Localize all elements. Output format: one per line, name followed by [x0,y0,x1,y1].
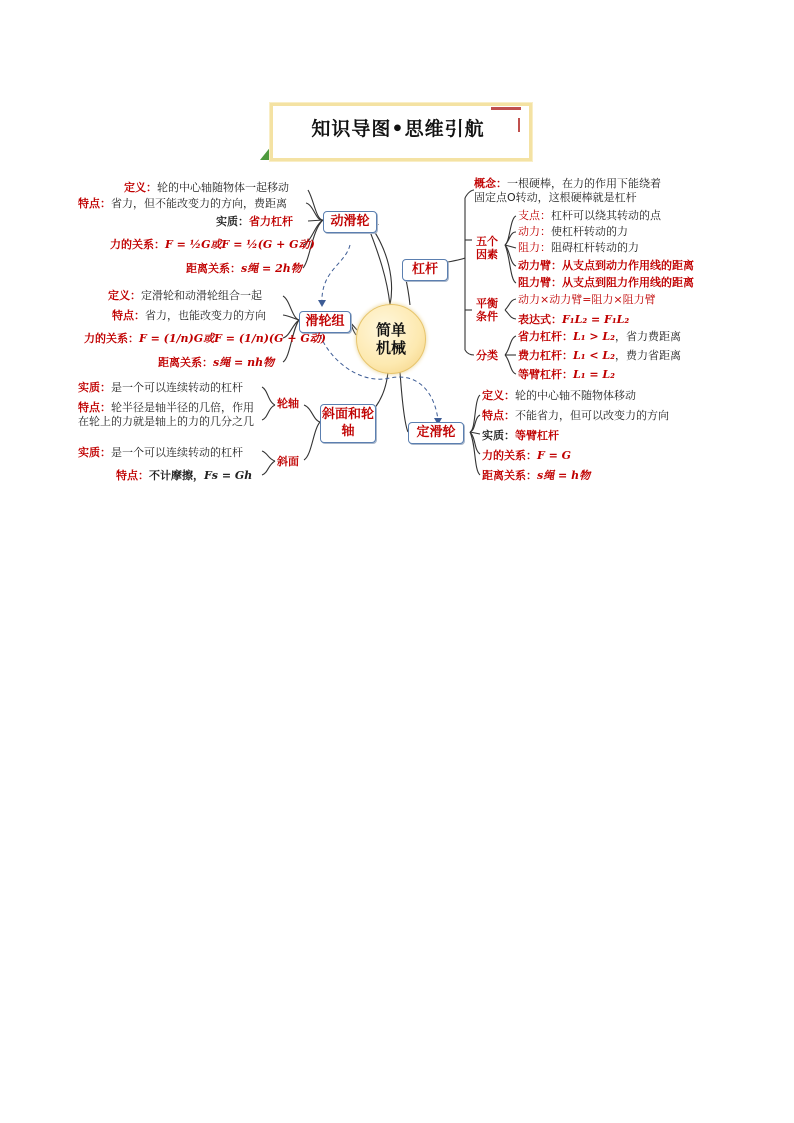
lever-factor-fulcrum [518,209,661,223]
node-fixed-pulley: 定滑轮 [408,422,464,444]
lever-concept-line2: 固定点O转动，这根硬棒就是杠杆 [474,191,637,204]
dong-definition [124,181,289,195]
fixed-feat-label: 特点： [482,409,515,422]
class-costing-formula: L₁ < L₂ [573,349,615,362]
fixed-feat-text: 不能省力，但可以改变力的方向 [515,409,669,422]
slope-feat-text: 不计摩擦， [149,469,204,482]
axle-feature [78,401,262,429]
group-force-formula: F = (1/n)G或F = (1/n)(G + G动) [139,332,326,345]
dong-essence [216,215,293,229]
slope-ess-text: 是一个可以连续转动的杠杆 [111,446,243,459]
class-saving-formula: L₁ > L₂ [573,330,615,343]
node-incline-axle: 斜面和轮轴 [320,404,376,443]
lever-five-factors-label: 五个因素 [476,235,498,261]
node-pulley-group: 滑轮组 [299,311,351,333]
fixed-dist-label: 距离关系： [482,469,537,482]
factor-effort-arm-label: 动力臂： [518,259,562,272]
class-costing-label: 费力杠杆： [518,349,573,362]
node-dong-pulley: 动滑轮 [323,211,377,233]
dong-feat-label: 特点： [78,197,111,210]
dong-distance [186,262,302,276]
lever-concept-line1 [474,177,661,191]
factor-fulcrum-text: 杠杆可以绕其转动的点 [551,209,661,222]
class-saving-text: ，省力费距离 [614,330,681,343]
factor-effort-text: 使杠杆转动的力 [551,225,628,238]
group-feat-text: 省力，也能改变力的方向 [145,309,266,322]
group-force-label: 力的关系： [84,332,139,345]
class-equal-label: 等臂杠杆： [518,368,573,381]
fixed-force [482,449,571,463]
class-saving-label: 省力杠杆： [518,330,573,343]
dong-ess-label: 实质： [216,215,249,228]
fixed-distance [482,469,590,483]
factor-fulcrum-label: 支点： [518,209,551,222]
lever-balance-text: 动力×动力臂=阻力×阻力臂 [518,293,656,306]
slope-formula: Fs = Gh [204,469,253,482]
center-node [356,304,426,374]
lever-class-label: 分类 [476,349,498,362]
lever-factor-effort [518,225,628,239]
dong-dist-label: 距离关系： [186,262,241,275]
factor-resistance-label: 阻力： [518,241,551,254]
fixed-def-label: 定义： [482,389,515,402]
center-label: 简单机械 [375,321,406,357]
factor-effort-label: 动力： [518,225,551,238]
fixed-ess-text: 等臂杠杆 [515,429,559,442]
lever-balance-label: 平衡条件 [476,297,498,323]
slope-ess-label: 实质： [78,446,111,459]
fixed-feature [482,409,669,423]
group-feature [112,309,266,323]
axle-feat-text: 轮半径是轴半径的几倍，作用在轮上的力就是轴上的力的几分之几 [78,401,254,428]
factor-resistance-arm-text: 从支点到阻力作用线的距离 [562,276,694,289]
lever-concept-text1: 一根硬棒，在力的作用下能绕着 [507,177,661,190]
dong-force [110,238,315,252]
lever-class-force-costing [518,349,681,363]
dong-feat-text: 省力，但不能改变力的方向，费距离 [111,197,287,210]
lever-class-force-saving [518,330,681,344]
dong-feature [78,197,287,211]
slope-label: 斜面 [277,455,299,468]
factor-effort-arm-text: 从支点到动力作用线的距离 [562,259,694,272]
group-dist-formula: s绳 = nh物 [213,356,275,369]
lever-expr-label: 表达式： [518,313,562,326]
fixed-definition [482,389,636,403]
class-equal-formula: L₁ = L₂ [573,368,615,381]
group-definition [108,289,262,303]
dong-force-label: 力的关系： [110,238,165,251]
axle-essence [78,381,243,395]
axle-feat-label: 特点： [78,401,111,414]
slope-essence [78,446,243,460]
fixed-ess-label: 实质： [482,429,515,442]
group-distance [158,356,274,370]
lever-factor-resistance [518,241,639,255]
lever-expression [518,313,629,327]
axle-ess-label: 实质： [78,381,111,394]
lever-class-equal-arm [518,368,615,382]
fixed-def-text: 轮的中心轴不随物体移动 [515,389,636,402]
fixed-force-label: 力的关系： [482,449,537,462]
slope-feature [116,469,252,483]
axle-ess-text: 是一个可以连续转动的杠杆 [111,381,243,394]
fixed-dist-formula: s绳 = h物 [537,469,591,482]
dong-def-text: 轮的中心轴随物体一起移动 [157,181,289,194]
group-feat-label: 特点： [112,309,145,322]
lever-concept-label: 概念： [474,177,507,190]
fixed-force-formula: F = G [537,449,572,462]
factor-resistance-arm-label: 阻力臂： [518,276,562,289]
lever-factor-effort-arm [518,259,694,273]
slope-feat-label: 特点： [116,469,149,482]
factor-resistance-text: 阻碍杠杆转动的力 [551,241,639,254]
group-def-text: 定滑轮和动滑轮组合一起 [141,289,262,302]
fixed-essence [482,429,559,443]
axle-label: 轮轴 [277,397,299,410]
lever-factor-resistance-arm [518,276,694,290]
class-costing-text: ，费力省距离 [614,349,681,362]
dong-force-formula: F = ½G或F = ½(G + G动) [165,238,315,251]
dong-def-label: 定义： [124,181,157,194]
node-lever: 杠杆 [402,259,448,281]
group-force [84,332,326,346]
dong-dist-formula: s绳 = 2h物 [241,262,302,275]
page-title: 知识导图•思维引航 [311,118,485,140]
group-dist-label: 距离关系： [158,356,213,369]
group-def-label: 定义： [108,289,141,302]
lever-expr-formula: F₁L₂ = F₁L₂ [562,313,630,326]
dong-ess-text: 省力杠杆 [249,215,293,228]
